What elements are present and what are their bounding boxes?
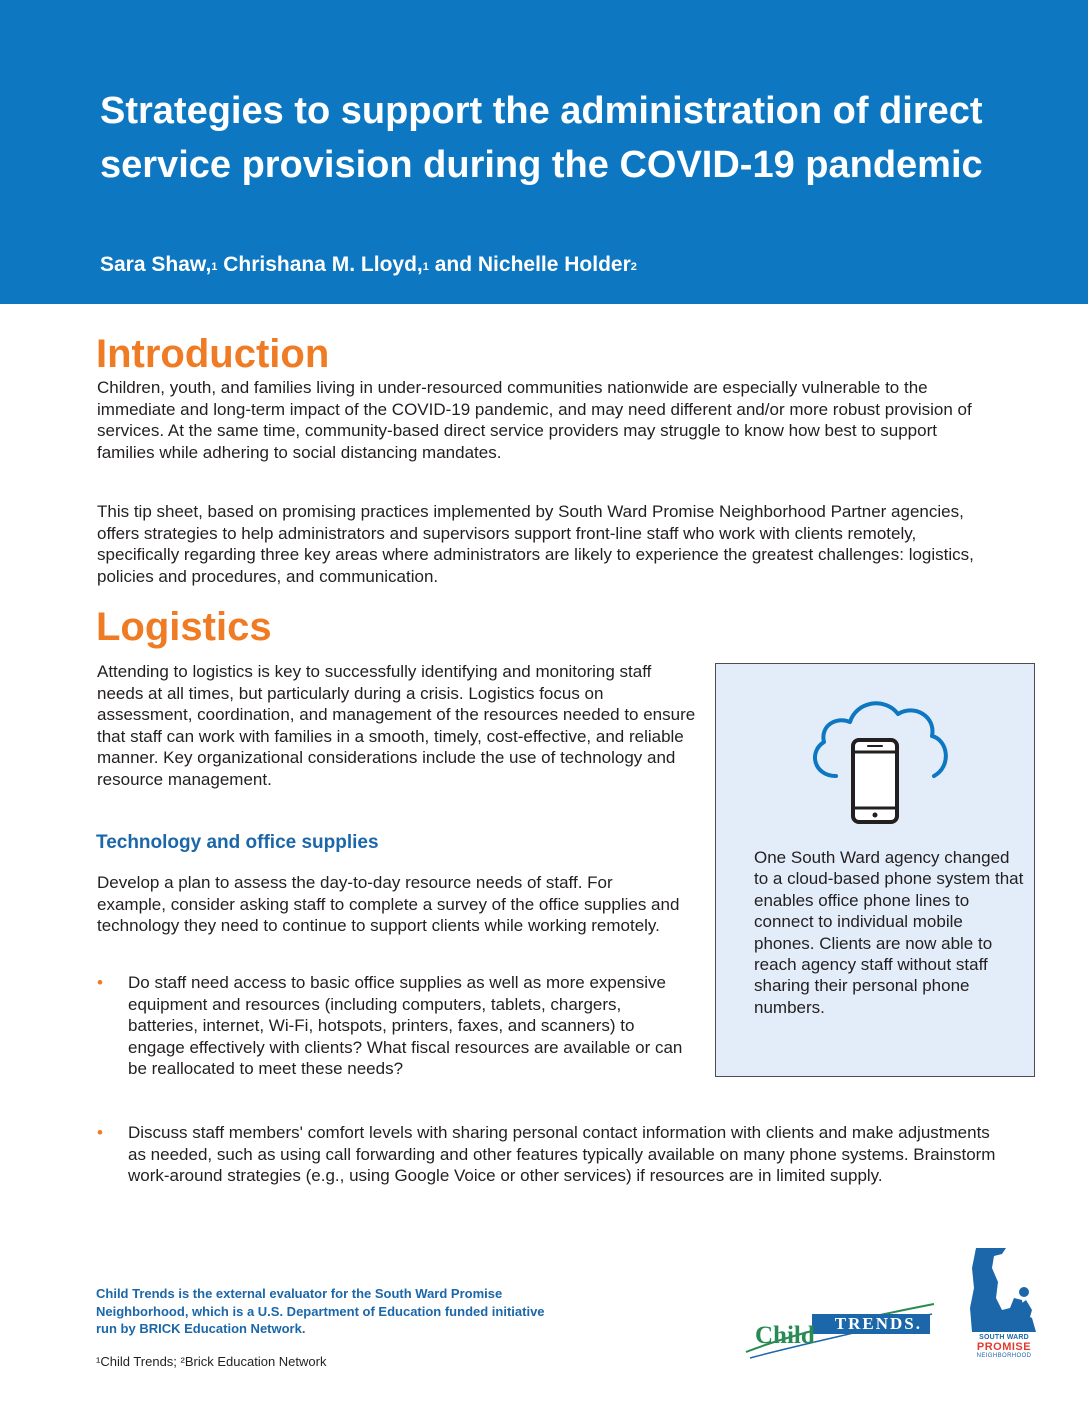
callout-text: One South Ward agency changed to a cloud-based phone system that enables office phone lines to connect to individual mobile phones. Clients are now able to reach agency staff without staff sharing their personal phone numbers. [754, 848, 1024, 1017]
author-affiliation: 2 [630, 261, 637, 273]
list-item-text: Do staff need access to basic office supplies as well as more expensive equipment and resources (including computers, tablets, chargers, batteries, internet, Wi-Fi, hotspots, printers, faxes, and scanners) to engage effectively with clients? What fiscal resources are available or can be reallocated to meet these needs? [128, 973, 683, 1079]
introduction-heading: Introduction [96, 332, 330, 376]
author-name: and Nichelle Holder [428, 253, 631, 276]
author-affiliation: 1 [422, 261, 429, 273]
page-title: Strategies to support the administration of direct service provision during the COVID-19 pandemic [100, 90, 983, 186]
child-trends-logo-child: Child [755, 1322, 815, 1349]
intro-paragraph-2: This tip sheet, based on promising practices implemented by South Ward Promise Neighborhood Partner agencies, offers strategies to help administrators and supervisors support front-line staff who work with clients remotely, specifically regarding three key areas where administrators are likely to experience the greatest challenges: logistics, policies and procedures, and communication. [97, 502, 974, 586]
child-trends-logo-trends: TRENDS. [812, 1314, 930, 1334]
author-line [100, 250, 637, 280]
south-ward-promise-logo [966, 1248, 1042, 1360]
author-affiliation: 1 [211, 261, 218, 273]
south-ward-logo-line2: PROMISE [976, 1341, 1032, 1353]
evaluator-note: Child Trends is the external evaluator for the South Ward Promise Neighborhood, which is a U.S. Department of Education funded initiative run by BRICK Education Network. [96, 1286, 545, 1336]
technology-paragraph: Develop a plan to assess the day-to-day resource needs of staff. For example, consider asking staff to complete a survey of the office supplies and technology they need to continue to support clients while working remotely. [97, 873, 680, 936]
child-trends-logo [742, 1300, 938, 1362]
list-item-text: Discuss staff members' comfort levels with sharing personal contact information with clients and make adjustments as needed, such as using call forwarding and other features typically available on many phone systems. Brainstorm work-around strategies (e.g., using Google Voice or other services) if resources are in limited supply. [128, 1123, 996, 1186]
bullet-icon: • [97, 1123, 103, 1142]
logistics-paragraph: Attending to logistics is key to successfully identifying and monitoring staff needs at all times, but particularly during a crisis. Logistics focus on assessment, coordination, and management of the resources needed to ensure that staff can work with families in a smooth, timely, cost-effective, and reliable manner. Key organizational considerations include the use of technology and resource management. [97, 662, 696, 789]
author-name: Sara Shaw, [100, 253, 212, 276]
logistics-heading: Logistics [96, 605, 272, 649]
technology-subheading: Technology and office supplies [96, 832, 379, 853]
cloud-phone-icon [806, 690, 952, 830]
callout-box [715, 663, 1035, 1077]
affiliation-footnote: ¹Child Trends; ²Brick Education Network [96, 1354, 327, 1369]
header-banner [0, 0, 1088, 304]
bullet-icon: • [97, 973, 103, 992]
south-ward-logo-line1: SOUTH WARD [979, 1334, 1029, 1341]
south-ward-logo-line3: NEIGHBORHOOD [976, 1353, 1032, 1359]
author-name: Chrishana M. Lloyd, [217, 253, 423, 276]
intro-paragraph-1: Children, youth, and families living in under-resourced communities nationwide are especially vulnerable to the immediate and long-term impact of the COVID-19 pandemic, and may need different and/or more robust provision of services. At the same time, community-based direct service providers may struggle to know how best to support families while adhering to social distancing mandates. [97, 378, 972, 462]
child-silhouette-icon [966, 1248, 1042, 1332]
